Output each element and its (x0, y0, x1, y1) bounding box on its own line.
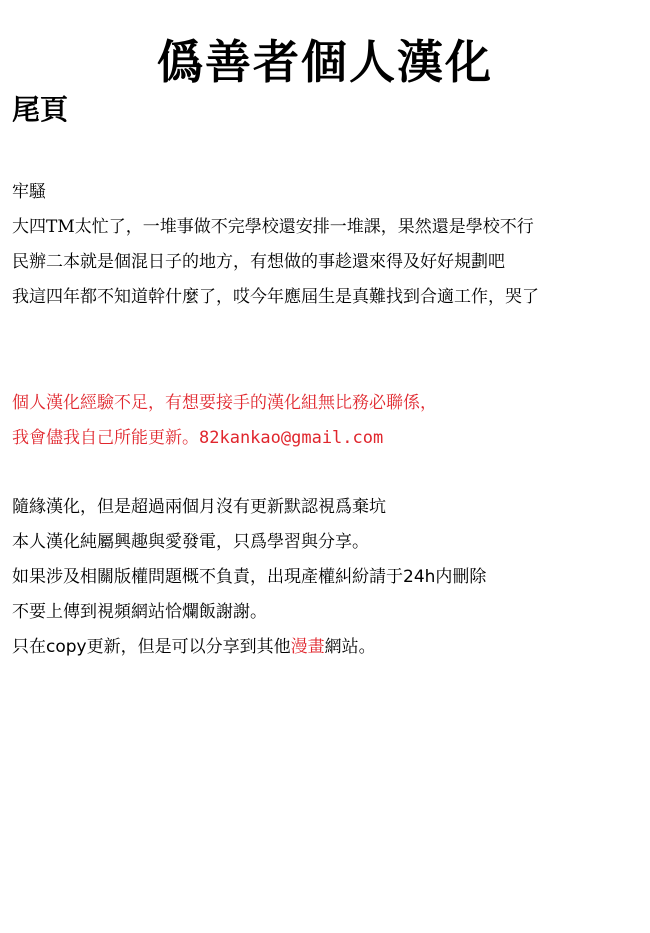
complaint-line-3: 我這四年都不知道幹什麼了，哎今年應屆生是真難找到合適工作，哭了 (12, 287, 539, 307)
disclaimer-line-1: 隨緣漢化，但是超過兩個月沒有更新默認視爲棄坑 (12, 497, 386, 517)
notice-line-2 (12, 427, 383, 449)
disclaimer-line-3-b: 24h (403, 567, 436, 587)
disclaimer-line-5-c: 更新，但是可以分享到其他 (86, 637, 291, 657)
complaint-line-2: 民辦二本就是個混日子的地方，有想做的事趁還來得及好好規劃吧 (12, 252, 505, 272)
disclaimer-line-5 (12, 636, 376, 658)
page-subtitle: 尾頁 (12, 93, 69, 126)
manga-highlight: 漫畫 (290, 637, 325, 657)
disclaimer-line-3-c: 内刪除 (435, 567, 487, 587)
complaint-heading: 牢騷 (12, 182, 46, 202)
complaint-line-1: 大四TM太忙了，一堆事做不完學校還安排一堆課，果然還是學校不行 (12, 217, 534, 237)
contact-email: 82kankao@gmail.com (199, 428, 384, 448)
disclaimer-line-5-a: 只在 (12, 637, 46, 657)
notice-text: 我會儘我自己所能更新。 (12, 428, 199, 448)
disclaimer-line-5-b: copy (46, 637, 87, 657)
disclaimer-line-3 (12, 566, 486, 588)
disclaimer-line-5-e: 網站。 (324, 637, 376, 657)
disclaimer-line-4: 不要上傳到視頻網站恰爛飯謝謝。 (12, 602, 267, 622)
page-title: 僞善者個人漢化 (157, 35, 493, 89)
notice-line-1: 個人漢化經驗不足，有想要接手的漢化組無比務必聯係， (12, 393, 437, 413)
disclaimer-line-3-a: 如果涉及相關版權問題概不負責，出現產權糾紛請于 (12, 567, 403, 587)
disclaimer-line-2: 本人漢化純屬興趣與愛發電，只爲學習與分享。 (12, 532, 369, 552)
